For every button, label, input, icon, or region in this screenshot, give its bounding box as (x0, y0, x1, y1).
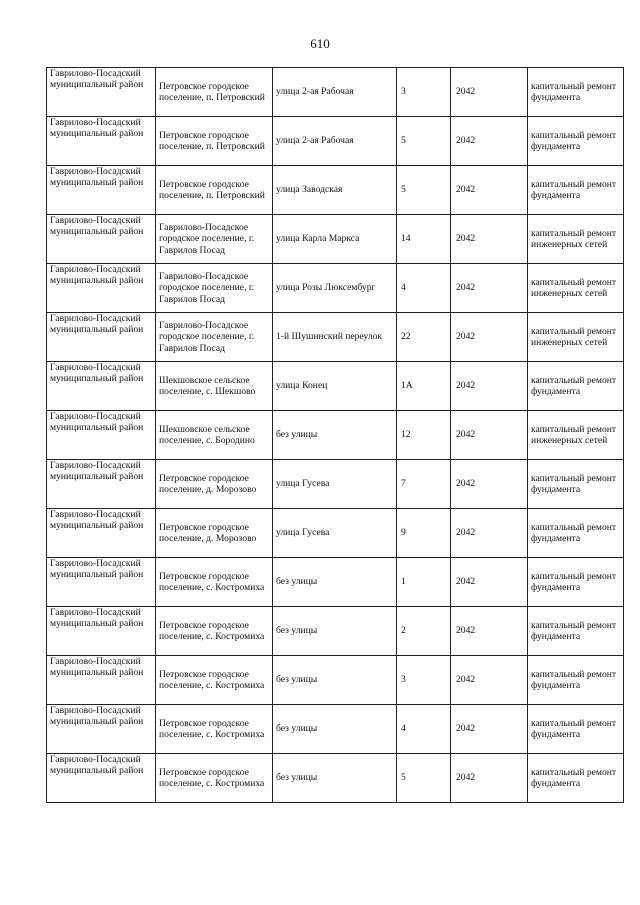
housing-repair-table (46, 67, 624, 803)
cell-work-type: капитальный ремонт фундамента (528, 754, 624, 803)
cell-house: 3 (397, 656, 451, 705)
cell-district: Гаврилово-Посадский муниципальный район (47, 509, 156, 558)
cell-settlement: Шекшовское сельское поселение, с. Шекшово (156, 362, 273, 411)
cell-year: 2042 (451, 705, 528, 754)
cell-settlement: Петровское городское поселение, с. Костромиха (156, 656, 273, 705)
cell-year: 2042 (451, 264, 528, 313)
cell-year: 2042 (451, 411, 528, 460)
cell-year: 2042 (451, 166, 528, 215)
cell-street: улица Заводская (273, 166, 397, 215)
cell-house: 22 (397, 313, 451, 362)
table-row (47, 411, 624, 460)
cell-work-type: капитальный ремонт фундамента (528, 656, 624, 705)
cell-street: улица Карла Маркса (273, 215, 397, 264)
cell-settlement: Петровское городское поселение, п. Петровский (156, 68, 273, 117)
cell-year: 2042 (451, 607, 528, 656)
cell-settlement: Петровское городское поселение, с. Костромиха (156, 558, 273, 607)
cell-street: без улицы (273, 656, 397, 705)
table-row (47, 607, 624, 656)
table-row (47, 117, 624, 166)
table-row (47, 460, 624, 509)
cell-work-type: капитальный ремонт фундамента (528, 705, 624, 754)
cell-year: 2042 (451, 754, 528, 803)
cell-street: улица Гусева (273, 460, 397, 509)
table-row (47, 264, 624, 313)
cell-district: Гаврилово-Посадский муниципальный район (47, 215, 156, 264)
cell-work-type: капитальный ремонт фундамента (528, 68, 624, 117)
cell-year: 2042 (451, 460, 528, 509)
cell-house: 7 (397, 460, 451, 509)
cell-street: улица Розы Люксембург (273, 264, 397, 313)
cell-work-type: капитальный ремонт инженерных сетей (528, 215, 624, 264)
table-row (47, 68, 624, 117)
cell-street: без улицы (273, 607, 397, 656)
cell-year: 2042 (451, 656, 528, 705)
cell-work-type: капитальный ремонт фундамента (528, 460, 624, 509)
table-row (47, 313, 624, 362)
cell-settlement: Петровское городское поселение, п. Петровский (156, 166, 273, 215)
cell-work-type: капитальный ремонт фундамента (528, 166, 624, 215)
cell-house: 5 (397, 166, 451, 215)
cell-house: 5 (397, 117, 451, 166)
cell-district: Гаврилово-Посадский муниципальный район (47, 362, 156, 411)
page-number: 610 (310, 36, 330, 51)
cell-house: 1А (397, 362, 451, 411)
cell-house: 4 (397, 705, 451, 754)
table-row (47, 166, 624, 215)
cell-house: 1 (397, 558, 451, 607)
cell-year: 2042 (451, 215, 528, 264)
cell-street: без улицы (273, 558, 397, 607)
cell-settlement: Петровское городское поселение, д. Морозово (156, 509, 273, 558)
cell-settlement: Петровское городское поселение, с. Костромиха (156, 754, 273, 803)
cell-district: Гаврилово-Посадский муниципальный район (47, 117, 156, 166)
cell-district: Гаврилово-Посадский муниципальный район (47, 68, 156, 117)
cell-house: 14 (397, 215, 451, 264)
cell-work-type: капитальный ремонт инженерных сетей (528, 313, 624, 362)
cell-year: 2042 (451, 117, 528, 166)
table-row (47, 509, 624, 558)
cell-settlement: Петровское городское поселение, с. Костромиха (156, 705, 273, 754)
table-row (47, 754, 624, 803)
cell-district: Гаврилово-Посадский муниципальный район (47, 313, 156, 362)
table-row (47, 705, 624, 754)
cell-settlement: Гаврилово-Посадское городское поселение, г. Гаврилов Посад (156, 264, 273, 313)
table-row (47, 656, 624, 705)
cell-house: 5 (397, 754, 451, 803)
cell-street: улица 2-ая Рабочая (273, 68, 397, 117)
cell-year: 2042 (451, 68, 528, 117)
cell-work-type: капитальный ремонт инженерных сетей (528, 264, 624, 313)
cell-district: Гаврилово-Посадский муниципальный район (47, 705, 156, 754)
cell-house: 2 (397, 607, 451, 656)
cell-work-type: капитальный ремонт фундамента (528, 558, 624, 607)
cell-district: Гаврилово-Посадский муниципальный район (47, 558, 156, 607)
cell-district: Гаврилово-Посадский муниципальный район (47, 166, 156, 215)
cell-work-type: капитальный ремонт фундамента (528, 117, 624, 166)
cell-house: 3 (397, 68, 451, 117)
cell-year: 2042 (451, 509, 528, 558)
cell-street: без улицы (273, 705, 397, 754)
cell-work-type: капитальный ремонт фундамента (528, 509, 624, 558)
cell-year: 2042 (451, 313, 528, 362)
cell-street: улица Гусева (273, 509, 397, 558)
cell-district: Гаврилово-Посадский муниципальный район (47, 607, 156, 656)
cell-work-type: капитальный ремонт инженерных сетей (528, 411, 624, 460)
cell-district: Гаврилово-Посадский муниципальный район (47, 754, 156, 803)
table-row (47, 215, 624, 264)
table-row (47, 558, 624, 607)
cell-house: 4 (397, 264, 451, 313)
cell-street: улица Конец (273, 362, 397, 411)
cell-street: улица 2-ая Рабочая (273, 117, 397, 166)
cell-house: 12 (397, 411, 451, 460)
cell-settlement: Петровское городское поселение, д. Морозово (156, 460, 273, 509)
cell-district: Гаврилово-Посадский муниципальный район (47, 656, 156, 705)
cell-settlement: Гаврилово-Посадское городское поселение, г. Гаврилов Посад (156, 313, 273, 362)
table-body (47, 68, 624, 803)
cell-work-type: капитальный ремонт фундамента (528, 607, 624, 656)
cell-year: 2042 (451, 362, 528, 411)
cell-settlement: Петровское городское поселение, п. Петровский (156, 117, 273, 166)
cell-street: 1-й Шушинский переулок (273, 313, 397, 362)
cell-district: Гаврилово-Посадский муниципальный район (47, 460, 156, 509)
cell-house: 9 (397, 509, 451, 558)
cell-work-type: капитальный ремонт фундамента (528, 362, 624, 411)
cell-street: без улицы (273, 754, 397, 803)
cell-settlement: Шекшовское сельское поселение, с. Бородино (156, 411, 273, 460)
cell-settlement: Петровское городское поселение, с. Костромиха (156, 607, 273, 656)
cell-settlement: Гаврилово-Посадское городское поселение, г. Гаврилов Посад (156, 215, 273, 264)
cell-street: без улицы (273, 411, 397, 460)
cell-district: Гаврилово-Посадский муниципальный район (47, 264, 156, 313)
cell-year: 2042 (451, 558, 528, 607)
cell-district: Гаврилово-Посадский муниципальный район (47, 411, 156, 460)
table-row (47, 362, 624, 411)
